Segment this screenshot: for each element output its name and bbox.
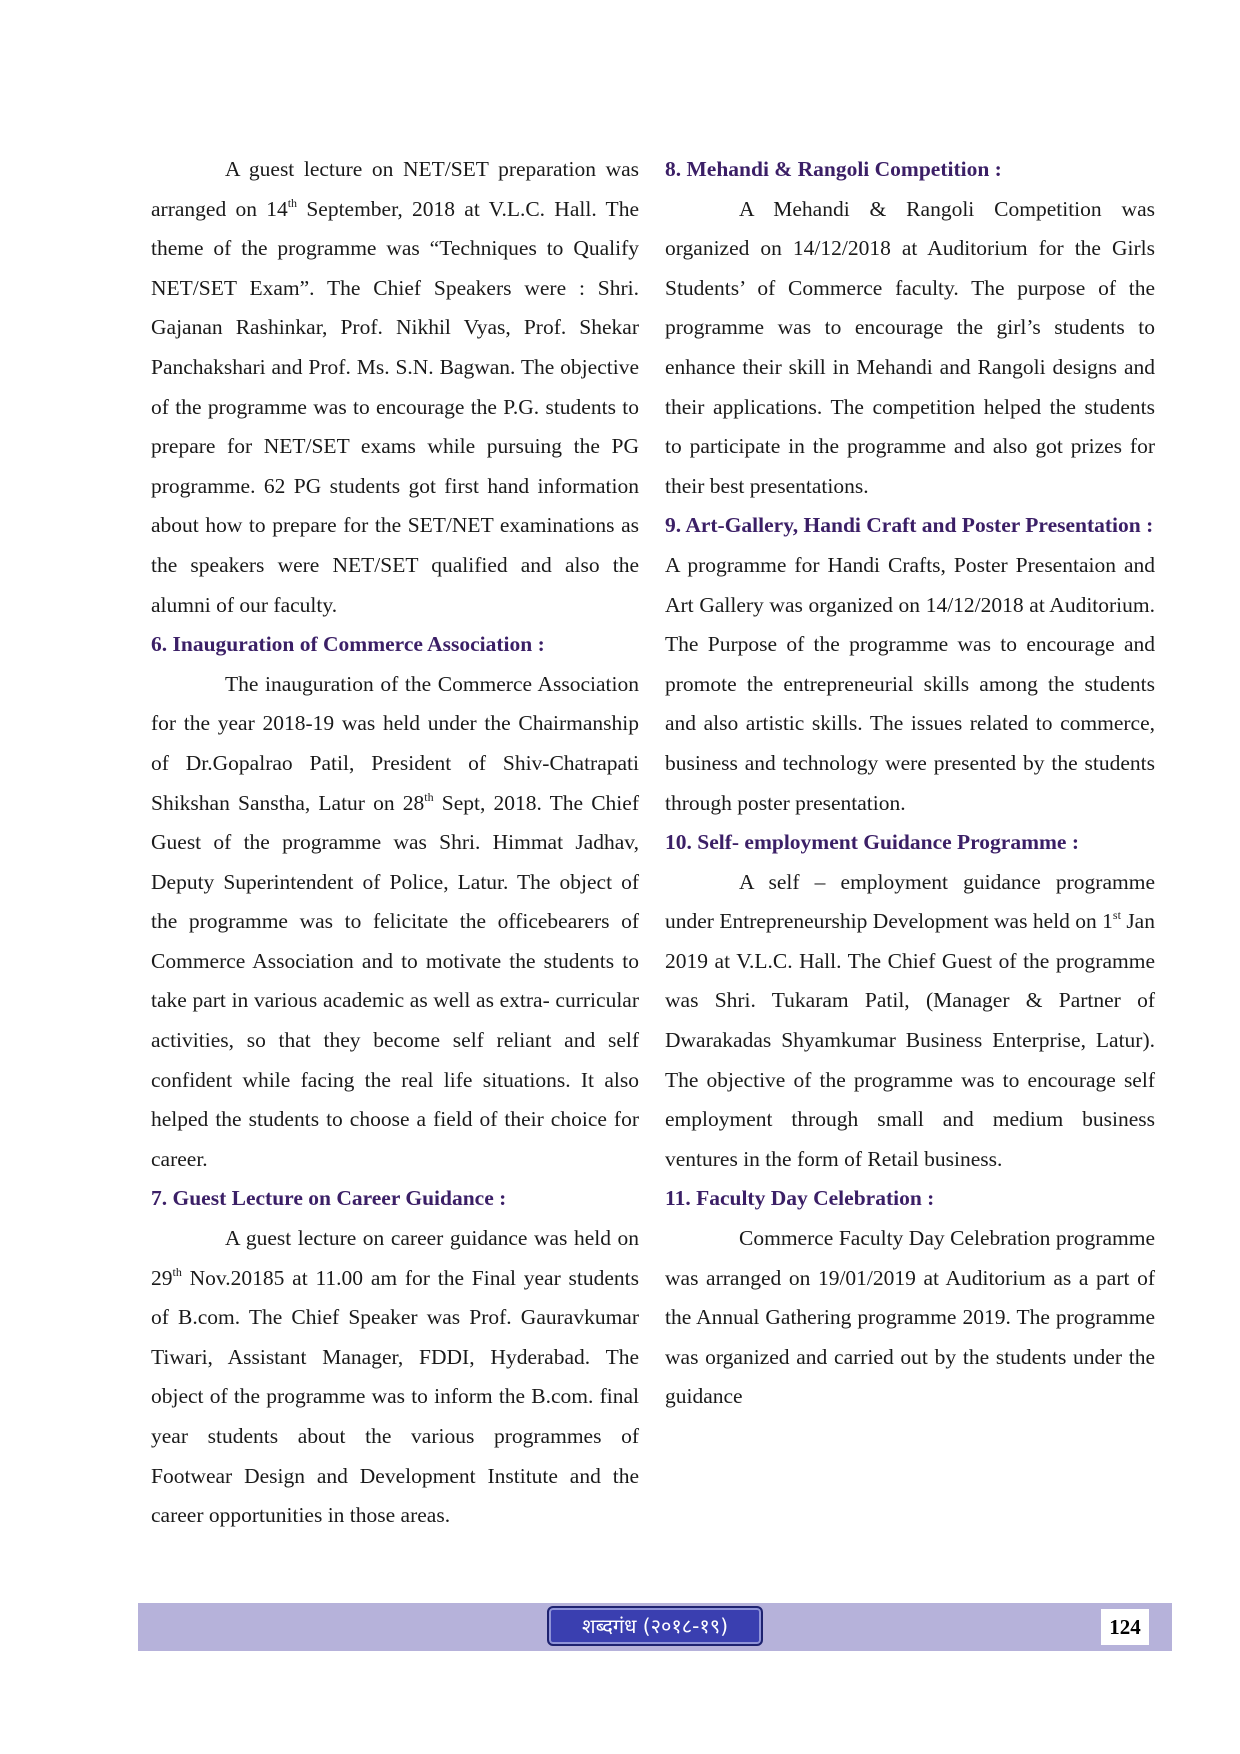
section-heading-inauguration: 6. Inauguration of Commerce Association : bbox=[151, 632, 545, 657]
footer-publication-title: शब्दगंध (२०१८-१९) bbox=[547, 1606, 763, 1646]
net-set-lecture-paragraph bbox=[151, 150, 639, 625]
left-column bbox=[151, 150, 639, 1536]
paragraph-text: A guest lecture on career guidance was held on 29 bbox=[151, 1226, 639, 1290]
section-heading-faculty-day: 11. Faculty Day Celebration : bbox=[665, 1186, 935, 1211]
paragraph-text: Nov.20185 at 11.00 am for the Final year students of B.com. The Chief Speaker was Prof. Gauravkumar Tiwari, Assistant Manager, FDDI, Hyderabad. The object of the programme was to inform the B.com. final year students about the various programmes of Footwear Design and Development Institute and the career opportunities in those areas. bbox=[151, 1265, 639, 1528]
art-gallery-paragraph: A programme for Handi Crafts, Poster Presentaion and Art Gallery was organized on 14/12/2018 at Auditorium. The Purpose of the programme was to encourage and promote the entrepreneurial skills among the students and also artistic skills. The issues related to commerce, business and technology were presented by the students through poster presentation. bbox=[665, 552, 1155, 815]
ordinal-superscript: th bbox=[287, 195, 298, 210]
career-guidance-paragraph bbox=[151, 1219, 639, 1536]
paragraph-text: A guest lecture on NET/SET preparation was arranged on 14 bbox=[151, 157, 639, 221]
self-employment-paragraph bbox=[665, 863, 1155, 1180]
paragraph-text: Jan 2019 at V.L.C. Hall. The Chief Guest of the programme was Shri. Tukaram Patil, (Manager & Partner of Dwarakadas Shyamkumar Business Enterprise, Latur). The objective of the programme was to encourage self employment through small and medium business ventures in the form of Retail business. bbox=[665, 909, 1155, 1171]
mehandi-rangoli-paragraph: A Mehandi & Rangoli Competition was organized on 14/12/2018 at Auditorium for the Girls Students’ of Commerce faculty. The purpose of the programme was to encourage the girl’s students to enhance their skill in Mehandi and Rangoli designs and their applications. The competition helped the students to participate in the programme and also got prizes for their best presentations. bbox=[665, 196, 1155, 498]
right-column bbox=[665, 150, 1155, 1417]
ordinal-superscript: st bbox=[1112, 908, 1121, 923]
inauguration-paragraph bbox=[151, 665, 639, 1180]
section-heading-career-guidance: 7. Guest Lecture on Career Guidance : bbox=[151, 1186, 507, 1211]
section-heading-art-gallery: 9. Art-Gallery, Handi Craft and Poster Presentation : bbox=[665, 513, 1154, 538]
section-heading-self-employment: 10. Self- employment Guidance Programme : bbox=[665, 830, 1080, 855]
page-number: 124 bbox=[1101, 1609, 1149, 1645]
ordinal-superscript: th bbox=[424, 789, 434, 804]
paragraph-text: The inauguration of the Commerce Association for the year 2018-19 was held under the Chairmanship of Dr.Gopalrao Patil, President of Shiv-Chatrapati Shikshan Sanstha, Latur on 28 bbox=[151, 671, 639, 815]
paragraph-text: Sept, 2018. The Chief Guest of the programme was Shri. Himmat Jadhav, Deputy Superintendent of Police, Latur. The object of the programme was to felicitate the officebearers of Commerce Association and to motivate the students to take part in various academic as well as extra- curricular activities, so that they become self reliant and self confident while facing the real life situations. It also helped the students to choose a field of their choice for career. bbox=[151, 790, 639, 1171]
ordinal-superscript: th bbox=[172, 1264, 182, 1279]
section-heading-mehandi-rangoli: 8. Mehandi & Rangoli Competition : bbox=[665, 157, 1002, 181]
paragraph-text: A self – employment guidance programme under Entrepreneurship Development was held on 1 bbox=[665, 869, 1155, 934]
faculty-day-paragraph: Commerce Faculty Day Celebration programme was arranged on 19/01/2019 at Auditorium as a part of the Annual Gathering programme 2019. The programme was organized and carried out by the students under the guidance bbox=[665, 1226, 1155, 1409]
paragraph-text: September, 2018 at V.L.C. Hall. The theme of the programme was “Techniques to Qualify NET/SET Exam”. The Chief Speakers were : Shri. Gajanan Rashinkar, Prof. Nikhil Vyas, Prof. Shekar Panchakshari and Prof. Ms. S.N. Bagwan. The objective of the programme was to encourage the P.G. students to prepare for NET/SET exams while pursuing the PG programme. 62 PG students got first hand information about how to prepare for the SET/NET examinations as the speakers were NET/SET qualified and also the alumni of our faculty. bbox=[151, 196, 639, 617]
